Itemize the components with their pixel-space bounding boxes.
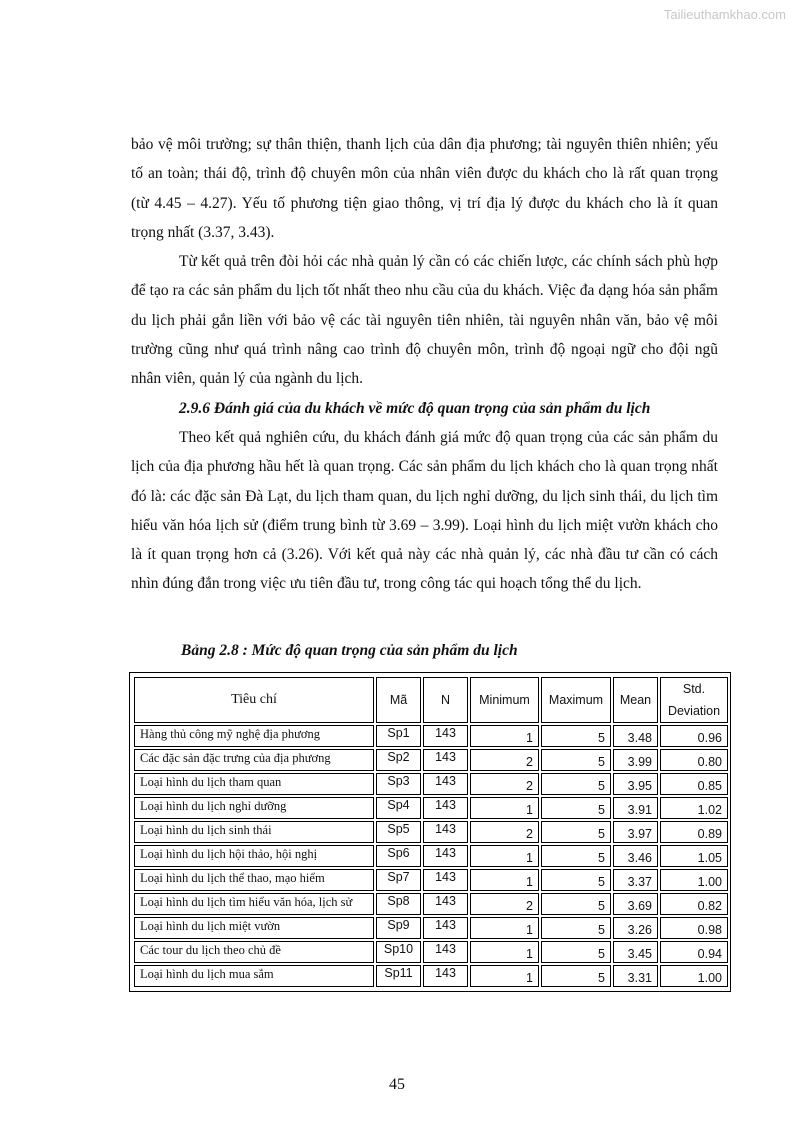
cell-n: 143 xyxy=(423,893,468,915)
cell-maximum: 5 xyxy=(541,917,611,939)
table-row xyxy=(134,965,728,987)
cell-minimum: 1 xyxy=(470,917,539,939)
header-code: Mã xyxy=(376,677,421,723)
paragraph-3: Theo kết quả nghiên cứu, du khách đánh giá mức độ quan trọng của các sản phẩm du lịch của địa phương hầu hết là quan trọng. Các sản phẩm du lịch khách cho là quan trọng nhất đó là: các đặc sản Đà Lạt, du lịch tham quan, du lịch nghỉ dưỡng, du lịch sinh thái, du lịch tìm hiểu văn hóa lịch sử (điểm trung bình từ 3.69 – 3.99). Loại hình du lịch miệt vườn khách cho là ít quan trọng hơn cả (3.26). Với kết quả này các nhà quản lý, các nhà đầu tư cần có cách nhìn đúng đắn trong việc ưu tiên đầu tư, trong công tác qui hoạch tổng thể du lịch. xyxy=(131,428,718,593)
cell-code: Sp8 xyxy=(376,893,421,915)
importance-table xyxy=(129,672,731,992)
header-std-deviation xyxy=(660,677,728,723)
cell-minimum: 1 xyxy=(470,797,539,819)
cell-criteria: Loại hình du lịch miệt vườn xyxy=(134,917,374,939)
cell-code: Sp6 xyxy=(376,845,421,867)
cell-std-deviation: 1.00 xyxy=(660,869,728,891)
cell-minimum: 2 xyxy=(470,773,539,795)
cell-std-deviation: 0.96 xyxy=(660,725,728,747)
cell-std-deviation: 0.80 xyxy=(660,749,728,771)
cell-std-deviation: 0.82 xyxy=(660,893,728,915)
cell-maximum: 5 xyxy=(541,773,611,795)
cell-maximum: 5 xyxy=(541,845,611,867)
cell-mean: 3.48 xyxy=(613,725,658,747)
table-row xyxy=(134,821,728,843)
cell-std-deviation: 0.98 xyxy=(660,917,728,939)
cell-code: Sp9 xyxy=(376,917,421,939)
cell-mean: 3.26 xyxy=(613,917,658,939)
cell-n: 143 xyxy=(423,821,468,843)
cell-criteria: Loại hình du lịch thể thao, mạo hiểm xyxy=(134,869,374,891)
cell-criteria: Hàng thủ công mỹ nghệ địa phương xyxy=(134,725,374,747)
section-heading: 2.9.6 Đánh giá của du khách về mức độ quan trọng của sản phẩm du lịch xyxy=(179,399,651,417)
header-n: N xyxy=(423,677,468,723)
table-row xyxy=(134,893,728,915)
cell-criteria: Loại hình du lịch sinh thái xyxy=(134,821,374,843)
cell-std-deviation: 1.02 xyxy=(660,797,728,819)
cell-code: Sp4 xyxy=(376,797,421,819)
cell-mean: 3.91 xyxy=(613,797,658,819)
cell-criteria: Các đặc sản đặc trưng của địa phương xyxy=(134,749,374,771)
cell-maximum: 5 xyxy=(541,749,611,771)
cell-n: 143 xyxy=(423,797,468,819)
cell-std-deviation: 0.85 xyxy=(660,773,728,795)
cell-n: 143 xyxy=(423,725,468,747)
paragraph-1: bảo vệ môi trường; sự thân thiện, thanh lịch của dân địa phương; tài nguyên thiên nhiên; yếu tố an toàn; thái độ, trình độ chuyên môn của nhân viên được du khách cho là rất quan trọng (từ 4.45 – 4.27). Yếu tố phương tiện giao thông, vị trí địa lý được du khách cho là ít quan trọng nhất (3.37, 3.43). xyxy=(131,136,718,241)
cell-std-deviation: 1.00 xyxy=(660,965,728,987)
cell-mean: 3.45 xyxy=(613,941,658,963)
cell-maximum: 5 xyxy=(541,965,611,987)
cell-code: Sp5 xyxy=(376,821,421,843)
cell-code: Sp1 xyxy=(376,725,421,747)
cell-maximum: 5 xyxy=(541,797,611,819)
cell-n: 143 xyxy=(423,845,468,867)
cell-maximum: 5 xyxy=(541,893,611,915)
cell-n: 143 xyxy=(423,941,468,963)
cell-maximum: 5 xyxy=(541,725,611,747)
page-number: 45 xyxy=(389,1076,405,1093)
cell-criteria: Loại hình du lịch tìm hiểu văn hóa, lịch sử xyxy=(134,893,374,915)
cell-minimum: 2 xyxy=(470,749,539,771)
cell-maximum: 5 xyxy=(541,821,611,843)
cell-std-deviation: 0.94 xyxy=(660,941,728,963)
cell-minimum: 1 xyxy=(470,941,539,963)
cell-mean: 3.99 xyxy=(613,749,658,771)
table-body xyxy=(134,725,728,987)
cell-minimum: 2 xyxy=(470,821,539,843)
paragraph-2: Từ kết quả trên đòi hỏi các nhà quản lý cần có các chiến lược, các chính sách phù hợp để tạo ra các sản phẩm du lịch tốt nhất theo nhu cầu của du khách. Việc đa dạng hóa sản phẩm du lịch phải gắn liền với bảo vệ các tài nguyên tiên nhiên, tài nguyên nhân văn, bảo vệ môi trường cũng như quá trình nâng cao trình độ chuyên môn, trình độ ngoại ngữ cho đội ngũ nhân viên, quản lý của ngành du lịch. xyxy=(131,253,718,388)
cell-mean: 3.69 xyxy=(613,893,658,915)
cell-code: Sp7 xyxy=(376,869,421,891)
cell-minimum: 1 xyxy=(470,965,539,987)
table-row xyxy=(134,749,728,771)
cell-mean: 3.95 xyxy=(613,773,658,795)
header-criteria: Tiêu chí xyxy=(134,677,374,723)
cell-criteria: Loại hình du lịch mua sắm xyxy=(134,965,374,987)
cell-minimum: 1 xyxy=(470,725,539,747)
body-text xyxy=(131,130,718,599)
cell-n: 143 xyxy=(423,773,468,795)
cell-code: Sp2 xyxy=(376,749,421,771)
cell-criteria: Loại hình du lịch tham quan xyxy=(134,773,374,795)
header-minimum: Minimum xyxy=(470,677,539,723)
cell-n: 143 xyxy=(423,749,468,771)
cell-n: 143 xyxy=(423,917,468,939)
table-row xyxy=(134,725,728,747)
header-mean: Mean xyxy=(613,677,658,723)
cell-mean: 3.97 xyxy=(613,821,658,843)
cell-minimum: 1 xyxy=(470,869,539,891)
cell-criteria: Các tour du lịch theo chủ đề xyxy=(134,941,374,963)
header-std-line1: Std. xyxy=(682,682,706,696)
table-header-row xyxy=(134,677,728,723)
cell-mean: 3.37 xyxy=(613,869,658,891)
header-std-line2: Deviation xyxy=(667,704,721,718)
table-row xyxy=(134,917,728,939)
cell-maximum: 5 xyxy=(541,941,611,963)
cell-minimum: 1 xyxy=(470,845,539,867)
cell-code: Sp3 xyxy=(376,773,421,795)
cell-minimum: 2 xyxy=(470,893,539,915)
cell-n: 143 xyxy=(423,965,468,987)
table-row xyxy=(134,941,728,963)
header-maximum: Maximum xyxy=(541,677,611,723)
cell-std-deviation: 1.05 xyxy=(660,845,728,867)
table-row xyxy=(134,845,728,867)
cell-criteria: Loại hình du lịch nghỉ dưỡng xyxy=(134,797,374,819)
table-row xyxy=(134,773,728,795)
cell-mean: 3.31 xyxy=(613,965,658,987)
cell-maximum: 5 xyxy=(541,869,611,891)
cell-code: Sp10 xyxy=(376,941,421,963)
cell-n: 143 xyxy=(423,869,468,891)
watermark: Tailieuthamkhao.com xyxy=(663,7,786,22)
cell-std-deviation: 0.89 xyxy=(660,821,728,843)
cell-mean: 3.46 xyxy=(613,845,658,867)
cell-criteria: Loại hình du lịch hội thảo, hội nghị xyxy=(134,845,374,867)
table-row xyxy=(134,797,728,819)
table-row xyxy=(134,869,728,891)
table-caption: Bảng 2.8 : Mức độ quan trọng của sản phẩm du lịch xyxy=(181,642,518,659)
cell-code: Sp11 xyxy=(376,965,421,987)
